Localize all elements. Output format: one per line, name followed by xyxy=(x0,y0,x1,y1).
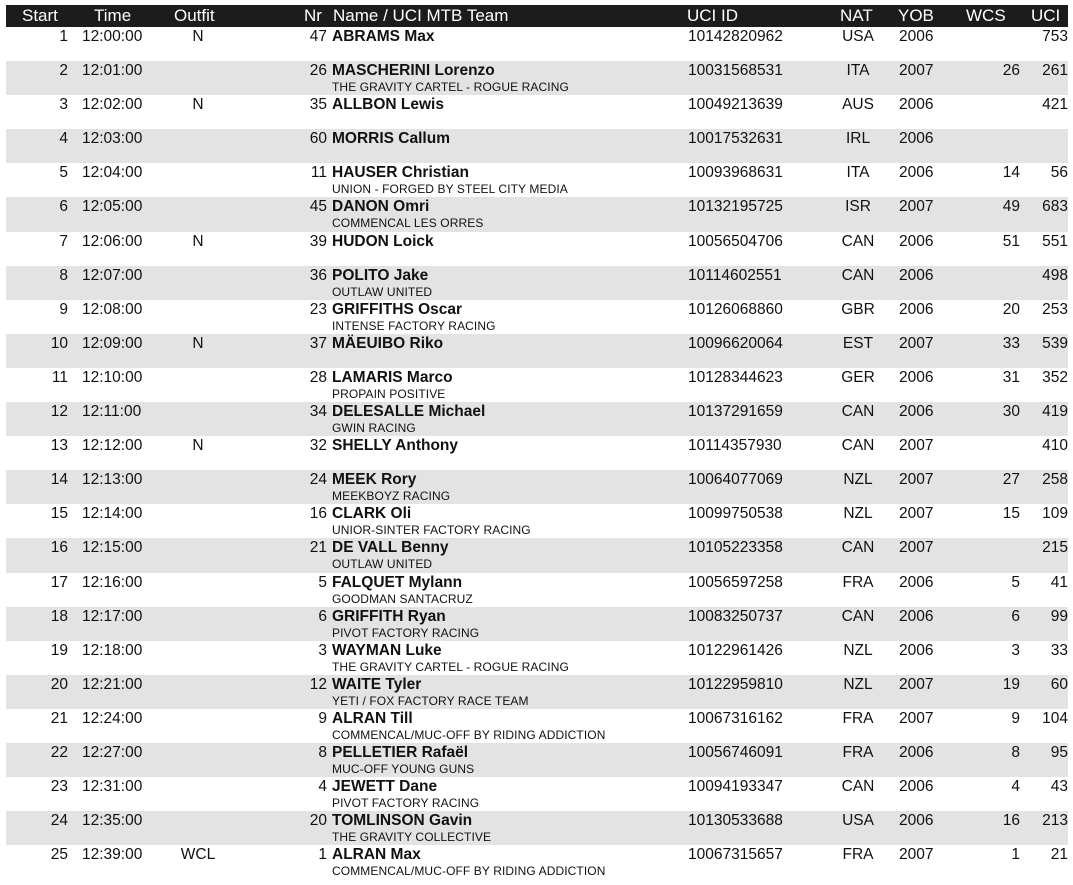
year-of-birth-cell: 2007 xyxy=(899,675,934,693)
year-of-birth-cell: 2006 xyxy=(899,130,934,148)
table-row xyxy=(6,300,1068,334)
table-row xyxy=(6,641,1068,675)
nationality-cell: GER xyxy=(841,368,875,386)
team-name-cell: COMMENCAL LES ORRES xyxy=(332,216,484,231)
nationality-cell: CAN xyxy=(841,437,875,455)
rider-name-cell: GRIFFITH Ryan xyxy=(332,607,446,625)
header-yob: YOB xyxy=(898,6,934,25)
start-cell: 11 xyxy=(51,368,68,386)
table-row xyxy=(6,61,1068,95)
nationality-cell: CAN xyxy=(841,607,875,625)
uci-points-cell: 104 xyxy=(1042,709,1068,727)
rider-name-cell: ALRAN Max xyxy=(332,846,421,864)
bib-number-cell: 37 xyxy=(309,334,327,352)
rider-name-cell: MASCHERINI Lorenzo xyxy=(332,62,495,80)
year-of-birth-cell: 2006 xyxy=(899,778,934,796)
team-name-cell: PIVOT FACTORY RACING xyxy=(332,625,480,640)
table-row xyxy=(6,573,1068,607)
year-of-birth-cell: 2007 xyxy=(899,471,934,489)
uci-id-cell: 10049213639 xyxy=(688,96,783,114)
outfit-cell: N xyxy=(192,437,204,455)
team-name-cell: INTENSE FACTORY RACING xyxy=(332,318,496,333)
uci-points-cell: 41 xyxy=(1050,573,1068,591)
rider-name-cell: CLARK Oli xyxy=(332,505,412,523)
start-cell: 18 xyxy=(50,607,68,625)
rider-name-cell: ALLBON Lewis xyxy=(332,96,444,114)
rider-name-cell: POLITO Jake xyxy=(332,266,429,284)
header-start: Start xyxy=(22,6,58,25)
nationality-cell: CAN xyxy=(841,539,875,557)
time-cell: 12:04:00 xyxy=(82,164,143,182)
wcs-rank-cell: 1 xyxy=(1011,846,1020,864)
year-of-birth-cell: 2006 xyxy=(899,368,934,386)
bib-number-cell: 45 xyxy=(309,198,327,216)
team-name-cell: OUTLAW UNITED xyxy=(332,284,433,299)
uci-id-cell: 10126068860 xyxy=(688,300,783,318)
table-row xyxy=(6,470,1068,504)
header-uci-points: UCI xyxy=(1031,6,1061,25)
bib-number-cell: 60 xyxy=(309,130,327,148)
uci-points-cell: 99 xyxy=(1050,607,1068,625)
uci-id-cell: 10137291659 xyxy=(688,403,783,421)
uci-points-cell: 213 xyxy=(1042,812,1068,830)
rider-name-cell: MÄEUIBO Riko xyxy=(332,334,444,352)
start-cell: 21 xyxy=(50,709,68,727)
start-cell: 10 xyxy=(50,334,68,352)
year-of-birth-cell: 2007 xyxy=(899,539,934,557)
uci-id-cell: 10031568531 xyxy=(688,62,783,80)
uci-points-cell: 539 xyxy=(1042,334,1068,352)
time-cell: 12:35:00 xyxy=(82,812,143,830)
wcs-rank-cell: 19 xyxy=(1002,675,1020,693)
table-row xyxy=(6,334,1068,368)
header-uci-id: UCI ID xyxy=(687,6,738,25)
time-cell: 12:27:00 xyxy=(82,743,143,761)
start-cell: 15 xyxy=(50,505,68,523)
bib-number-cell: 12 xyxy=(309,675,327,693)
start-cell: 9 xyxy=(59,300,68,318)
uci-id-cell: 10056597258 xyxy=(688,573,783,591)
wcs-rank-cell: 6 xyxy=(1011,607,1020,625)
rider-name-cell: TOMLINSON Gavin xyxy=(332,812,473,830)
nationality-cell: NZL xyxy=(843,471,873,489)
year-of-birth-cell: 2006 xyxy=(899,641,934,659)
start-cell: 4 xyxy=(59,130,68,148)
team-name-cell: MUC-OFF YOUNG GUNS xyxy=(332,761,475,776)
wcs-rank-cell: 51 xyxy=(1002,232,1020,250)
team-name-cell: PIVOT FACTORY RACING xyxy=(332,796,480,811)
wcs-rank-cell: 9 xyxy=(1011,709,1020,727)
outfit-cell: N xyxy=(192,28,204,45)
start-cell: 8 xyxy=(59,266,68,284)
bib-number-cell: 20 xyxy=(309,812,327,830)
wcs-rank-cell: 30 xyxy=(1002,403,1020,421)
uci-points-cell: 56 xyxy=(1050,164,1068,182)
uci-id-cell: 10099750538 xyxy=(688,505,783,523)
time-cell: 12:18:00 xyxy=(82,641,143,659)
table-row xyxy=(6,27,1068,61)
rider-name-cell: WAYMAN Luke xyxy=(332,641,442,659)
nationality-cell: CAN xyxy=(841,232,875,250)
table-row xyxy=(6,777,1068,811)
team-name-cell: THE GRAVITY CARTEL - ROGUE RACING xyxy=(332,659,569,674)
table-row xyxy=(6,538,1068,572)
rider-name-cell: DANON Omri xyxy=(332,198,430,216)
bib-number-cell: 39 xyxy=(309,232,327,250)
rider-name-cell: MEEK Rory xyxy=(332,471,417,489)
uci-id-cell: 10096620064 xyxy=(688,334,783,352)
uci-id-cell: 10083250737 xyxy=(688,607,783,625)
uci-points-cell: 261 xyxy=(1042,62,1068,80)
nationality-cell: NZL xyxy=(843,675,873,693)
uci-points-cell: 410 xyxy=(1042,437,1068,455)
bib-number-cell: 11 xyxy=(310,164,327,182)
uci-id-cell: 10122961426 xyxy=(688,641,783,659)
year-of-birth-cell: 2007 xyxy=(899,62,934,80)
uci-id-cell: 10067316162 xyxy=(688,709,783,727)
start-cell: 19 xyxy=(50,641,68,659)
time-cell: 12:05:00 xyxy=(82,198,143,216)
nationality-cell: FRA xyxy=(842,573,874,591)
time-cell: 12:00:00 xyxy=(82,28,143,45)
nationality-cell: USA xyxy=(842,812,874,830)
wcs-rank-cell: 49 xyxy=(1002,198,1020,216)
time-cell: 12:06:00 xyxy=(82,232,143,250)
uci-id-cell: 10064077069 xyxy=(688,471,783,489)
uci-points-cell: 95 xyxy=(1050,743,1068,761)
time-cell: 12:15:00 xyxy=(82,539,143,557)
uci-id-cell: 10142820962 xyxy=(688,28,783,45)
year-of-birth-cell: 2007 xyxy=(899,505,934,523)
team-name-cell: GOODMAN SANTACRUZ xyxy=(332,591,473,606)
wcs-rank-cell: 15 xyxy=(1002,505,1020,523)
uci-id-cell: 10132195725 xyxy=(688,198,783,216)
year-of-birth-cell: 2007 xyxy=(899,198,934,216)
start-cell: 16 xyxy=(50,539,68,557)
nationality-cell: ISR xyxy=(845,198,871,216)
nationality-cell: FRA xyxy=(842,846,874,864)
uci-id-cell: 10128344623 xyxy=(688,368,783,386)
wcs-rank-cell: 26 xyxy=(1002,62,1020,80)
bib-number-cell: 24 xyxy=(309,471,327,489)
bib-number-cell: 3 xyxy=(318,641,327,659)
bib-number-cell: 26 xyxy=(309,62,327,80)
wcs-rank-cell: 3 xyxy=(1011,641,1020,659)
outfit-cell: WCL xyxy=(180,846,216,864)
bib-number-cell: 23 xyxy=(309,300,327,318)
year-of-birth-cell: 2007 xyxy=(899,437,934,455)
team-name-cell: COMMENCAL/MUC-OFF BY RIDING ADDICTION xyxy=(332,864,606,879)
nationality-cell: NZL xyxy=(843,505,873,523)
team-name-cell: COMMENCAL/MUC-OFF BY RIDING ADDICTION xyxy=(332,727,606,742)
bib-number-cell: 32 xyxy=(309,437,327,455)
header-name-team: Name / UCI MTB Team xyxy=(333,6,509,25)
team-name-cell: GWIN RACING xyxy=(332,421,416,436)
table-row xyxy=(6,675,1068,709)
start-cell: 1 xyxy=(59,28,68,45)
rider-name-cell: ABRAMS Max xyxy=(332,28,435,45)
start-cell: 23 xyxy=(50,778,68,796)
uci-points-cell: 498 xyxy=(1042,266,1068,284)
rider-name-cell: FALQUET Mylann xyxy=(332,573,463,591)
wcs-rank-cell: 8 xyxy=(1011,743,1020,761)
table-row xyxy=(6,232,1068,266)
rider-name-cell: DELESALLE Michael xyxy=(332,403,486,421)
uci-points-cell: 21 xyxy=(1050,846,1068,864)
nationality-cell: USA xyxy=(842,28,874,45)
nationality-cell: GBR xyxy=(841,300,875,318)
table-row xyxy=(6,163,1068,197)
start-cell: 24 xyxy=(50,812,68,830)
header-wcs: WCS xyxy=(966,6,1006,25)
uci-points-cell: 109 xyxy=(1042,505,1068,523)
start-cell: 14 xyxy=(50,471,68,489)
uci-id-cell: 10017532631 xyxy=(688,130,783,148)
bib-number-cell: 35 xyxy=(309,96,327,114)
uci-id-cell: 10114357930 xyxy=(688,437,782,455)
time-cell: 12:39:00 xyxy=(82,846,143,864)
start-cell: 12 xyxy=(50,403,68,421)
team-name-cell: YETI / FOX FACTORY RACE TEAM xyxy=(332,693,529,708)
table-row xyxy=(6,266,1068,300)
rider-name-cell: HUDON Loick xyxy=(332,232,434,250)
year-of-birth-cell: 2007 xyxy=(899,709,934,727)
table-row xyxy=(6,504,1068,538)
table-row xyxy=(6,811,1068,845)
time-cell: 12:01:00 xyxy=(82,62,143,80)
bib-number-cell: 6 xyxy=(318,607,327,625)
uci-points-cell: 352 xyxy=(1042,368,1068,386)
uci-points-cell: 551 xyxy=(1042,232,1068,250)
nationality-cell: IRL xyxy=(845,130,871,148)
uci-points-cell: 60 xyxy=(1050,675,1068,693)
uci-points-cell: 421 xyxy=(1042,96,1068,114)
team-name-cell: OUTLAW UNITED xyxy=(332,557,433,572)
bib-number-cell: 28 xyxy=(309,368,327,386)
uci-points-cell: 253 xyxy=(1042,300,1068,318)
uci-id-cell: 10056746091 xyxy=(688,743,783,761)
rider-name-cell: DE VALL Benny xyxy=(332,539,449,557)
nationality-cell: AUS xyxy=(842,96,874,114)
start-cell: 7 xyxy=(59,232,68,250)
rider-name-cell: GRIFFITHS Oscar xyxy=(332,300,463,318)
time-cell: 12:21:00 xyxy=(82,675,143,693)
header-nat: NAT xyxy=(840,6,873,25)
time-cell: 12:11:00 xyxy=(82,403,142,421)
header-outfit: Outfit xyxy=(174,6,215,25)
nationality-cell: CAN xyxy=(841,778,875,796)
time-cell: 12:12:00 xyxy=(82,437,143,455)
header-time: Time xyxy=(94,6,132,25)
bib-number-cell: 21 xyxy=(309,539,327,557)
time-cell: 12:14:00 xyxy=(82,505,143,523)
time-cell: 12:13:00 xyxy=(82,471,143,489)
table-row xyxy=(6,709,1068,743)
rider-name-cell: HAUSER Christian xyxy=(332,164,469,182)
uci-points-cell: 258 xyxy=(1042,471,1068,489)
outfit-cell: N xyxy=(192,334,204,352)
start-cell: 3 xyxy=(59,96,68,114)
rider-name-cell: ALRAN Till xyxy=(332,709,413,727)
rider-name-cell: LAMARIS Marco xyxy=(332,368,453,386)
uci-points-cell: 43 xyxy=(1050,778,1068,796)
wcs-rank-cell: 33 xyxy=(1002,334,1020,352)
uci-points-cell: 215 xyxy=(1042,539,1068,557)
bib-number-cell: 9 xyxy=(318,709,327,727)
table-header xyxy=(6,5,1068,27)
outfit-cell: N xyxy=(192,96,204,114)
year-of-birth-cell: 2006 xyxy=(899,607,934,625)
year-of-birth-cell: 2006 xyxy=(899,403,934,421)
table-row xyxy=(6,95,1068,129)
uci-points-cell: 753 xyxy=(1042,28,1068,45)
nationality-cell: FRA xyxy=(842,743,874,761)
uci-id-cell: 10093968631 xyxy=(688,164,783,182)
nationality-cell: CAN xyxy=(841,403,875,421)
wcs-rank-cell: 5 xyxy=(1011,573,1020,591)
rider-name-cell: JEWETT Dane xyxy=(332,778,438,796)
table-row xyxy=(6,436,1068,470)
rider-name-cell: MORRIS Callum xyxy=(332,130,450,148)
table-row xyxy=(6,845,1068,879)
start-cell: 25 xyxy=(50,846,68,864)
bib-number-cell: 4 xyxy=(318,778,327,796)
table-row xyxy=(6,197,1068,231)
rider-name-cell: SHELLY Anthony xyxy=(332,437,459,455)
time-cell: 12:31:00 xyxy=(82,778,143,796)
wcs-rank-cell: 31 xyxy=(1002,368,1020,386)
uci-id-cell: 10114602551 xyxy=(688,266,782,284)
start-cell: 20 xyxy=(50,675,68,693)
wcs-rank-cell: 20 xyxy=(1002,300,1020,318)
table-row xyxy=(6,743,1068,777)
start-cell: 6 xyxy=(59,198,68,216)
uci-id-cell: 10105223358 xyxy=(688,539,783,557)
start-cell: 2 xyxy=(59,62,68,80)
rider-name-cell: PELLETIER Rafaël xyxy=(332,743,469,761)
year-of-birth-cell: 2006 xyxy=(899,812,934,830)
time-cell: 12:02:00 xyxy=(82,96,143,114)
year-of-birth-cell: 2006 xyxy=(899,164,934,182)
nationality-cell: EST xyxy=(842,334,874,352)
year-of-birth-cell: 2006 xyxy=(899,96,934,114)
uci-id-cell: 10122959810 xyxy=(688,675,783,693)
time-cell: 12:17:00 xyxy=(82,607,143,625)
team-name-cell: PROPAIN POSITIVE xyxy=(332,386,446,401)
bib-number-cell: 5 xyxy=(318,573,327,591)
time-cell: 12:10:00 xyxy=(82,368,143,386)
uci-points-cell: 33 xyxy=(1050,641,1068,659)
wcs-rank-cell: 16 xyxy=(1002,812,1020,830)
year-of-birth-cell: 2006 xyxy=(899,743,934,761)
uci-id-cell: 10094193347 xyxy=(688,778,783,796)
time-cell: 12:03:00 xyxy=(82,130,143,148)
bib-number-cell: 36 xyxy=(309,266,327,284)
year-of-birth-cell: 2006 xyxy=(899,300,934,318)
bib-number-cell: 1 xyxy=(318,846,327,864)
year-of-birth-cell: 2007 xyxy=(899,334,934,352)
team-name-cell: THE GRAVITY CARTEL - ROGUE RACING xyxy=(332,80,569,95)
rider-name-cell: WAITE Tyler xyxy=(332,675,422,693)
bib-number-cell: 34 xyxy=(309,403,327,421)
table-row xyxy=(6,402,1068,436)
table-row xyxy=(6,129,1068,163)
bib-number-cell: 47 xyxy=(309,28,327,45)
uci-points-cell: 419 xyxy=(1042,403,1068,421)
uci-id-cell: 10067315657 xyxy=(688,846,783,864)
wcs-rank-cell: 4 xyxy=(1011,778,1020,796)
team-name-cell: THE GRAVITY COLLECTIVE xyxy=(332,830,492,845)
year-of-birth-cell: 2007 xyxy=(899,846,934,864)
year-of-birth-cell: 2006 xyxy=(899,28,934,45)
start-cell: 22 xyxy=(50,743,68,761)
table-row xyxy=(6,368,1068,402)
header-nr: Nr xyxy=(304,6,322,25)
team-name-cell: UNIOR-SINTER FACTORY RACING xyxy=(332,523,531,538)
nationality-cell: ITA xyxy=(846,164,870,182)
uci-id-cell: 10056504706 xyxy=(688,232,783,250)
year-of-birth-cell: 2006 xyxy=(899,232,934,250)
start-list-rows xyxy=(6,27,1068,879)
year-of-birth-cell: 2006 xyxy=(899,573,934,591)
team-name-cell: MEEKBOYZ RACING xyxy=(332,489,451,504)
nationality-cell: FRA xyxy=(842,709,874,727)
uci-points-cell: 683 xyxy=(1042,198,1068,216)
time-cell: 12:09:00 xyxy=(82,334,143,352)
time-cell: 12:07:00 xyxy=(82,266,143,284)
uci-id-cell: 10130533688 xyxy=(688,812,783,830)
start-cell: 5 xyxy=(59,164,68,182)
start-cell: 13 xyxy=(50,437,68,455)
bib-number-cell: 16 xyxy=(309,505,327,523)
time-cell: 12:16:00 xyxy=(82,573,143,591)
table-row xyxy=(6,607,1068,641)
year-of-birth-cell: 2006 xyxy=(899,266,934,284)
start-cell: 17 xyxy=(50,573,68,591)
nationality-cell: NZL xyxy=(843,641,873,659)
team-name-cell: UNION - FORGED BY STEEL CITY MEDIA xyxy=(332,182,568,197)
wcs-rank-cell: 14 xyxy=(1002,164,1020,182)
bib-number-cell: 8 xyxy=(318,743,327,761)
nationality-cell: ITA xyxy=(846,62,870,80)
nationality-cell: CAN xyxy=(841,266,875,284)
outfit-cell: N xyxy=(192,232,204,250)
time-cell: 12:08:00 xyxy=(82,300,143,318)
time-cell: 12:24:00 xyxy=(82,709,143,727)
wcs-rank-cell: 27 xyxy=(1002,471,1020,489)
